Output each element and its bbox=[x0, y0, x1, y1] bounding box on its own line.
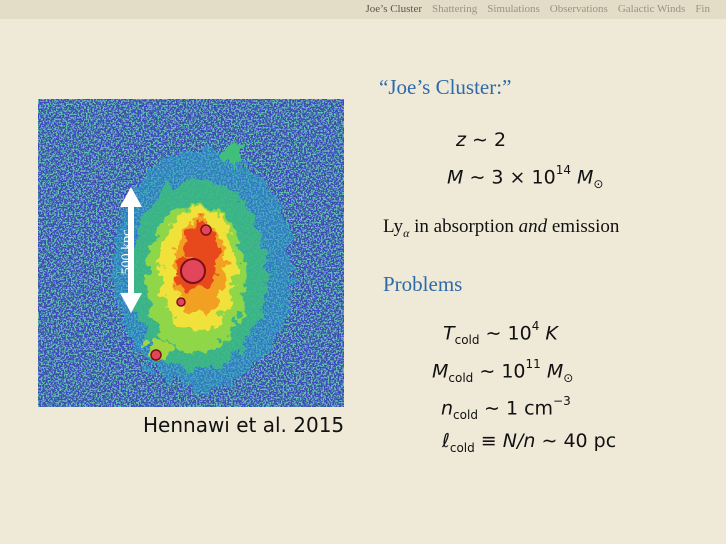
section-title-joes-cluster: “Joe’s Cluster:” bbox=[379, 75, 512, 99]
equation-cold-temperature: $T_{cold}$ ∼ $10^4$ K bbox=[443, 319, 558, 348]
equation-redshift: z ∼ 2 bbox=[456, 129, 507, 151]
nebula-map bbox=[38, 99, 344, 407]
lya-absorption-emission-text: $Ly_\alpha$ in absorption and emission bbox=[383, 216, 620, 240]
nav-item-observations[interactable]: Observations bbox=[549, 3, 608, 15]
nav-item-fin[interactable]: Fin bbox=[695, 3, 710, 15]
equation-cold-density: $n_{cold}$ ∼ 1 $cm^{-3}$ bbox=[441, 394, 571, 423]
scale-bar-label: 500 kpc bbox=[119, 229, 135, 275]
equation-cold-length: ℓ$_{cold}$ ≡ N/n ∼ 40 pc bbox=[442, 430, 617, 455]
figure-caption: Hennawi et al. 2015 bbox=[143, 413, 345, 437]
section-title-problems: Problems bbox=[383, 272, 463, 296]
nav-menu bbox=[365, 3, 710, 15]
nav-item-joes-cluster[interactable]: Joe’s Cluster bbox=[365, 3, 422, 15]
lya-nebula-image bbox=[38, 99, 344, 407]
equation-mass: M ∼ $3 \times 10^{14}$ $M_⊙$ bbox=[447, 163, 604, 192]
nav-item-shattering[interactable]: Shattering bbox=[432, 3, 478, 15]
nav-item-galactic-winds[interactable]: Galactic Winds bbox=[617, 3, 686, 15]
top-nav-bar bbox=[0, 0, 726, 19]
equation-cold-mass: $M_{cold}$ ∼ $10^{11}$ $M_⊙$ bbox=[432, 357, 574, 386]
nav-item-simulations[interactable]: Simulations bbox=[487, 3, 540, 15]
